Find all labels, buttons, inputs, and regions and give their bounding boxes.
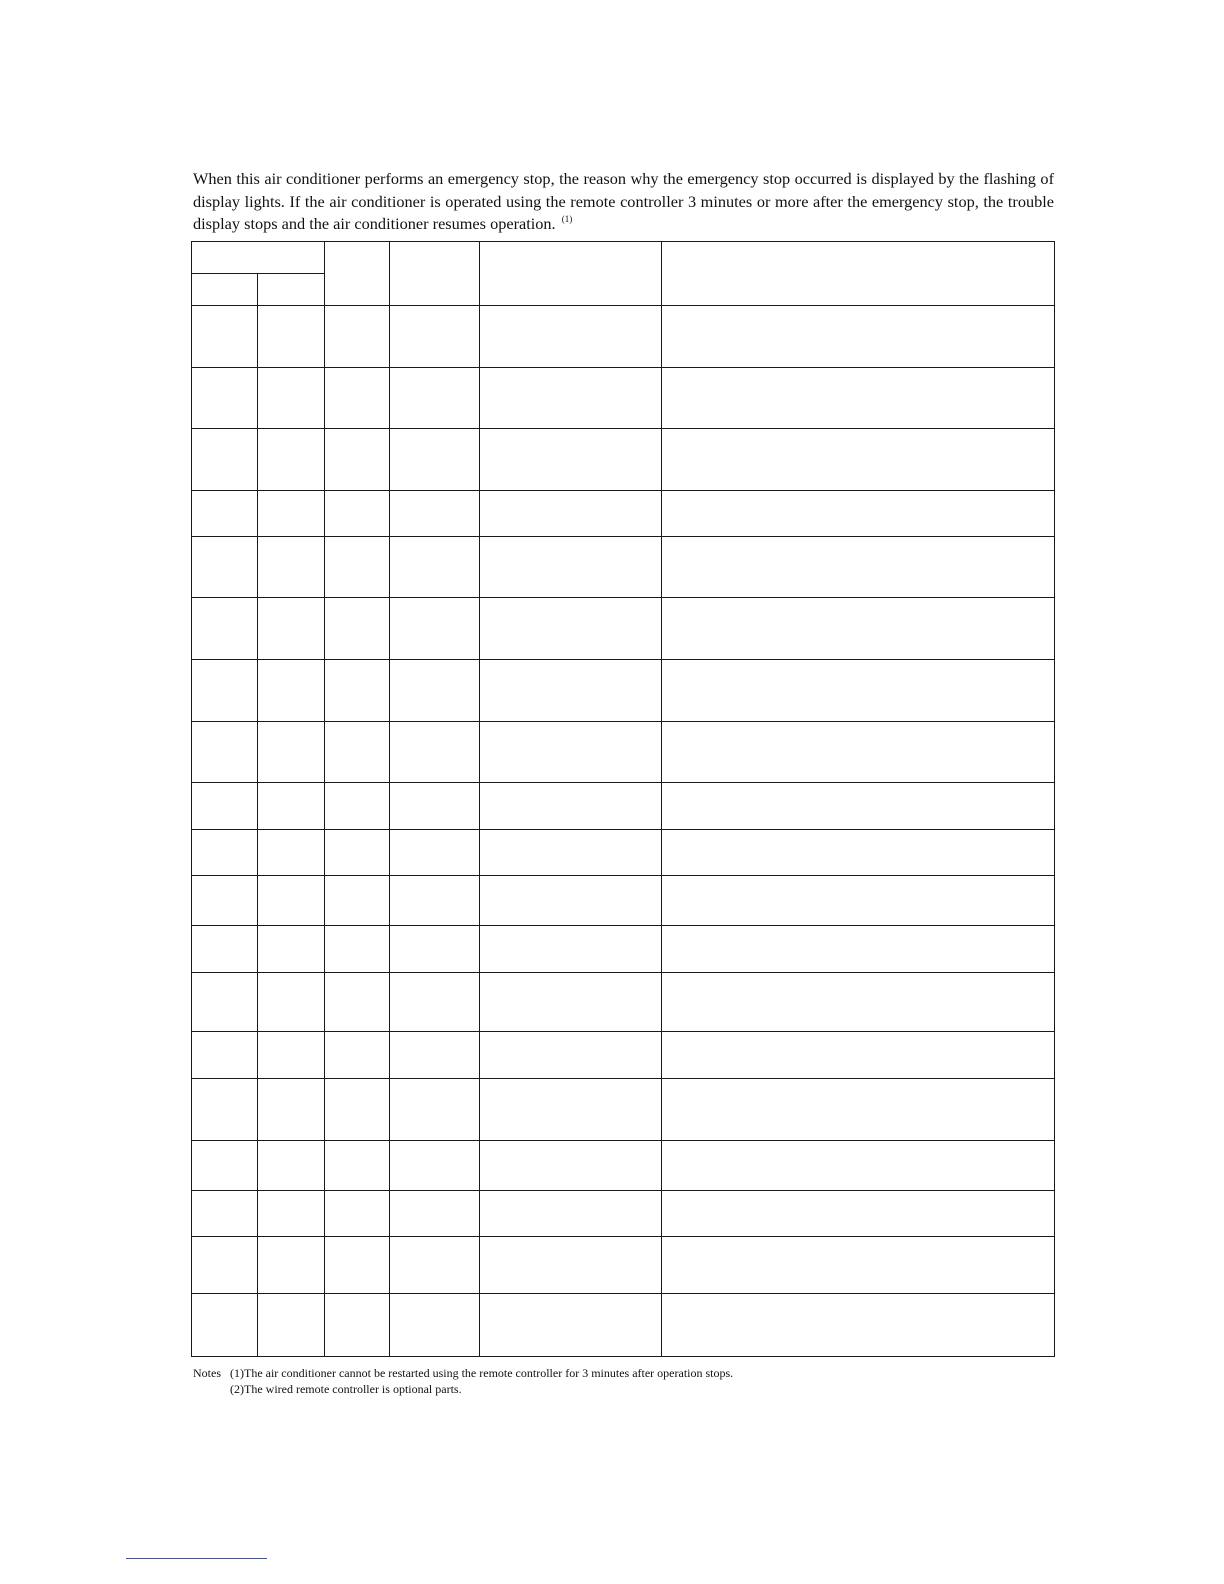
- table-cell: [192, 1191, 258, 1237]
- table-row: [192, 537, 1055, 598]
- table-cell: [325, 830, 390, 876]
- notes: [193, 1365, 733, 1397]
- table-cell: [662, 306, 1055, 368]
- table-row: [192, 598, 1055, 660]
- header-row-top: [192, 242, 1055, 274]
- table-cell: [325, 598, 390, 660]
- table-row: [192, 429, 1055, 491]
- table-cell: [662, 1294, 1055, 1357]
- table-cell: [480, 660, 662, 722]
- note-row-2: [193, 1381, 733, 1397]
- table-cell: [258, 660, 325, 722]
- table-row: [192, 876, 1055, 926]
- table-cell: [390, 1032, 480, 1079]
- table-cell: [662, 1237, 1055, 1294]
- table-cell: [325, 1032, 390, 1079]
- table-cell: [480, 1237, 662, 1294]
- table-cell: [662, 876, 1055, 926]
- table-row: [192, 973, 1055, 1032]
- table-cell: [480, 1032, 662, 1079]
- table-cell: [390, 973, 480, 1032]
- table-cell: [662, 1079, 1055, 1141]
- footnote-separator-line: [126, 1558, 267, 1559]
- table-row: [192, 368, 1055, 429]
- table-cell: [258, 1079, 325, 1141]
- table-cell: [325, 1079, 390, 1141]
- note-item-2: (2)The wired remote controller is optional parts.: [230, 1382, 462, 1396]
- table-cell: [325, 783, 390, 830]
- table-cell: [390, 783, 480, 830]
- table-cell: [325, 1191, 390, 1237]
- table-row: [192, 1294, 1055, 1357]
- table-cell: [192, 368, 258, 429]
- table-cell: [480, 1191, 662, 1237]
- table-cell: [258, 1237, 325, 1294]
- table-cell: [192, 306, 258, 368]
- table-cell: [662, 598, 1055, 660]
- table-cell: [480, 830, 662, 876]
- header-cell-3: [325, 242, 390, 306]
- table-cell: [325, 722, 390, 783]
- table-row: [192, 783, 1055, 830]
- table-cell: [662, 491, 1055, 537]
- table-cell: [480, 368, 662, 429]
- table-cell: [325, 876, 390, 926]
- table-cell: [390, 537, 480, 598]
- table-cell: [192, 1294, 258, 1357]
- table-cell: [258, 973, 325, 1032]
- table-cell: [325, 926, 390, 973]
- table-cell: [662, 722, 1055, 783]
- table-cell: [258, 368, 325, 429]
- table-cell: [390, 660, 480, 722]
- header-cell-2: [258, 274, 325, 306]
- table-cell: [662, 537, 1055, 598]
- table-cell: [662, 660, 1055, 722]
- table-cell: [480, 429, 662, 491]
- header-cell-5: [480, 242, 662, 306]
- table-body: [192, 242, 1055, 1357]
- table-cell: [192, 830, 258, 876]
- table-cell: [192, 1237, 258, 1294]
- table-row: [192, 926, 1055, 973]
- table-row: [192, 1191, 1055, 1237]
- table-cell: [480, 1079, 662, 1141]
- table-cell: [325, 368, 390, 429]
- table-cell: [325, 973, 390, 1032]
- table-cell: [325, 491, 390, 537]
- table-cell: [480, 926, 662, 973]
- table-cell: [390, 306, 480, 368]
- table-row: [192, 1032, 1055, 1079]
- header-cell-1: [192, 274, 258, 306]
- table-row: [192, 491, 1055, 537]
- table-cell: [390, 1237, 480, 1294]
- table-cell: [192, 537, 258, 598]
- table-cell: [662, 1141, 1055, 1191]
- note-item-1: (1)The air conditioner cannot be restarted using the remote controller for 3 minutes after operation stops.: [230, 1366, 734, 1380]
- table-cell: [258, 876, 325, 926]
- table-cell: [480, 1294, 662, 1357]
- table-cell: [192, 1079, 258, 1141]
- table-cell: [325, 429, 390, 491]
- table-cell: [480, 783, 662, 830]
- table-cell: [258, 1141, 325, 1191]
- table-cell: [662, 783, 1055, 830]
- table-cell: [192, 660, 258, 722]
- table-cell: [390, 429, 480, 491]
- table-cell: [258, 1294, 325, 1357]
- table-row: [192, 1237, 1055, 1294]
- table-cell: [480, 491, 662, 537]
- table-cell: [192, 876, 258, 926]
- table-cell: [258, 1032, 325, 1079]
- table-cell: [390, 722, 480, 783]
- table-cell: [258, 830, 325, 876]
- header-cell-group: [192, 242, 325, 274]
- table-cell: [258, 722, 325, 783]
- table-cell: [390, 598, 480, 660]
- table-cell: [662, 1191, 1055, 1237]
- table-row: [192, 306, 1055, 368]
- table-cell: [662, 429, 1055, 491]
- table-cell: [192, 722, 258, 783]
- table-cell: [390, 1294, 480, 1357]
- table-cell: [662, 926, 1055, 973]
- table-cell: [480, 598, 662, 660]
- table-cell: [258, 429, 325, 491]
- table-cell: [258, 783, 325, 830]
- table-cell: [258, 1191, 325, 1237]
- table-cell: [258, 926, 325, 973]
- notes-label: Notes: [193, 1366, 221, 1380]
- table-cell: [258, 306, 325, 368]
- table-row: [192, 660, 1055, 722]
- table-cell: [390, 368, 480, 429]
- table-cell: [390, 1141, 480, 1191]
- table-cell: [325, 537, 390, 598]
- table-row: [192, 1079, 1055, 1141]
- table-cell: [390, 830, 480, 876]
- table-cell: [258, 491, 325, 537]
- table-cell: [192, 491, 258, 537]
- header-cell-6: [662, 242, 1055, 306]
- intro-paragraph: [193, 168, 1054, 236]
- table-cell: [662, 973, 1055, 1032]
- table-cell: [662, 830, 1055, 876]
- table-cell: [325, 306, 390, 368]
- table-cell: [480, 1141, 662, 1191]
- table-cell: [480, 722, 662, 783]
- table-cell: [325, 660, 390, 722]
- table-cell: [258, 537, 325, 598]
- footnote-mark: (1): [561, 214, 573, 224]
- table-cell: [192, 598, 258, 660]
- table-cell: [390, 1079, 480, 1141]
- table-row: [192, 722, 1055, 783]
- intro-text: When this air conditioner performs an emergency stop, the reason why the emergency stop occurred is displayed by the flashing of display lights. If the air conditioner is operated using the remote controller 3 minutes or more after the emergency stop, the trouble display stops and the air conditioner resumes operation.: [193, 169, 1054, 233]
- table-cell: [192, 429, 258, 491]
- table-cell: [325, 1237, 390, 1294]
- table-row: [192, 830, 1055, 876]
- table-cell: [390, 491, 480, 537]
- table-cell: [325, 1141, 390, 1191]
- table-cell: [390, 926, 480, 973]
- table-cell: [390, 876, 480, 926]
- table-cell: [325, 1294, 390, 1357]
- table-cell: [662, 368, 1055, 429]
- table-cell: [480, 973, 662, 1032]
- table-cell: [192, 1032, 258, 1079]
- table-cell: [258, 598, 325, 660]
- table-cell: [480, 876, 662, 926]
- table-cell: [192, 973, 258, 1032]
- emergency-stop-code-table: [191, 241, 1055, 1357]
- table-cell: [192, 926, 258, 973]
- table-cell: [192, 1141, 258, 1191]
- table-row: [192, 1141, 1055, 1191]
- header-cell-4: [390, 242, 480, 306]
- table-cell: [480, 537, 662, 598]
- note-row-1: [193, 1365, 733, 1381]
- table-cell: [390, 1191, 480, 1237]
- table-cell: [192, 783, 258, 830]
- table-cell: [480, 306, 662, 368]
- table-cell: [662, 1032, 1055, 1079]
